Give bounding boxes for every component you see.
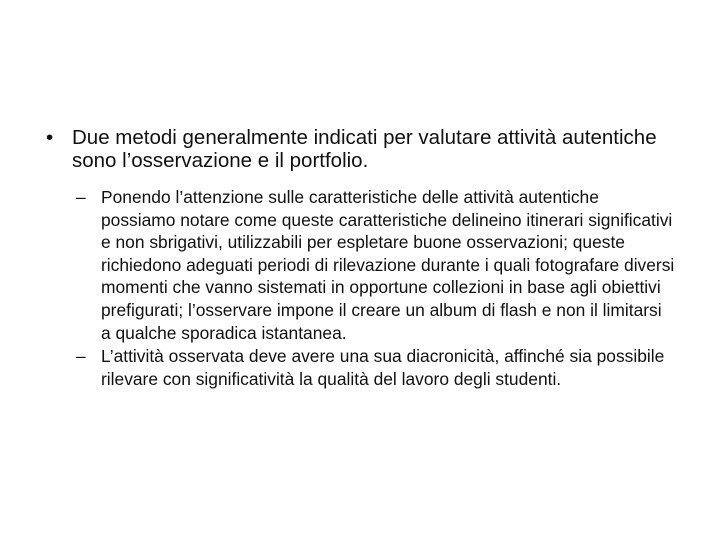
main-bullet-text: Due metodi generalmente indicati per valutare attività autentiche sono l’osservazione e il portfolio. [72, 126, 657, 172]
sub-bullet-text: Ponendo l’attenzione sulle caratteristiche delle attività autentiche possiamo notare come queste caratteristiche delineino itinerari significativi e non sbrigativi, utilizzabili per espletare buone osservazioni; queste richiedono adeguati periodi di rilevazione durante i quali fotografare diversi momenti che vanno sistemati in opportune collezioni in base agli obiettivi prefigurati; l’osservare impone il creare un album di flash e non il limitarsi a qualche sporadica istantanea. [101, 187, 675, 343]
dash-marker: – [76, 346, 86, 367]
sub-bullet [76, 186, 676, 344]
dash-marker: – [76, 187, 86, 207]
sub-bullet [76, 345, 676, 390]
sub-bullet-text: L’attività osservata deve avere una sua diacronicità, affinché sia possibile rilevare con significatività la qualità del lavoro degli studenti. [101, 346, 665, 389]
bullet-marker: • [46, 126, 54, 149]
main-bullet [46, 126, 686, 172]
sub-bullet-list [76, 186, 676, 391]
